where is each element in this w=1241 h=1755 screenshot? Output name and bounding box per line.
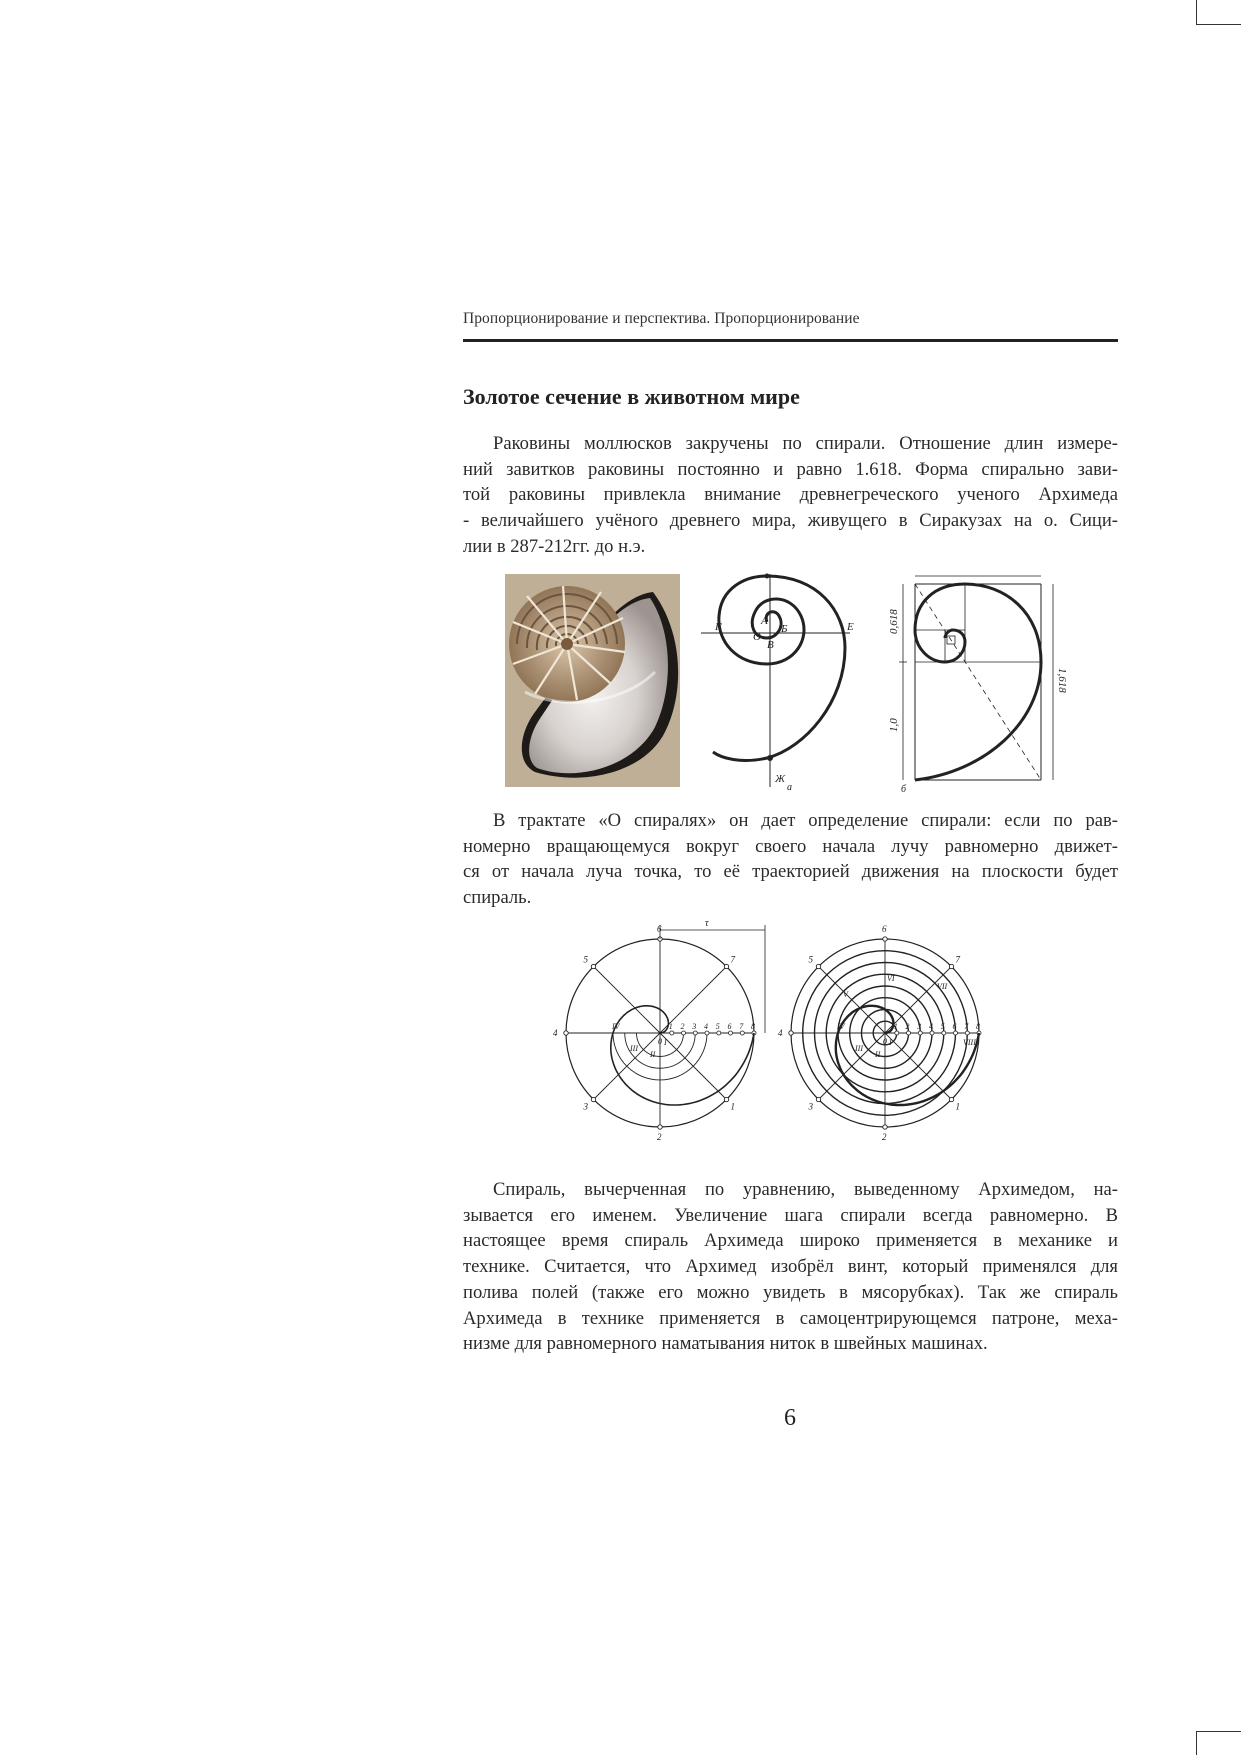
- fig2-left-outer-point: [724, 1097, 728, 1101]
- fig2-left-division-point: [693, 1031, 697, 1035]
- archimedes-spiral-figure: [555, 915, 995, 1145]
- fig2-right-outer-label: 5: [808, 954, 813, 965]
- fig2-left-division-point: [717, 1031, 721, 1035]
- point-label-zh: Ж: [775, 773, 786, 785]
- crop-mark-bottom-right-h: [1196, 1731, 1241, 1732]
- fig2-right-roman-label: VII: [937, 982, 948, 991]
- fig2-left-roman-label: IV: [612, 1022, 620, 1031]
- fig2-right-roman-label: VI: [887, 974, 895, 983]
- section-title: Золотое сечение в животном мире: [463, 384, 800, 409]
- nautilus-shell-photo: [505, 574, 680, 787]
- fig2-right-roman-label: VIII: [963, 1038, 976, 1047]
- point-label-b: Б: [781, 623, 788, 635]
- fig2-left-division-label: 7: [739, 1022, 744, 1031]
- crop-mark-top-right-h: [1196, 24, 1241, 25]
- dim-label-10: 1,0: [888, 718, 900, 732]
- fig2-right-division-label: 4: [929, 1022, 933, 1031]
- fig2-left-outer-label: 3: [583, 1101, 588, 1112]
- paragraph-line: низме для равномерного наматывания ниток в швейных машинах.: [463, 1333, 988, 1355]
- paragraph-line: - величайшего учёного древнего мира, живущего в Сиракузах на о. Сици-: [463, 510, 1118, 532]
- paragraph-line: настоящее время спираль Архимеда широко применяется в механике и: [463, 1230, 1118, 1252]
- paragraph-line: зывается его именем. Увеличение шага спирали всегда равномерно. В: [463, 1204, 1118, 1226]
- fig2-left-radius-line: [594, 1033, 661, 1100]
- paragraph-line: полива полей (также его можно увидеть в мясорубках). Так же спираль: [463, 1281, 1118, 1303]
- paragraph-line: В трактате «О спиралях» он дает определение спирали: если по рав-: [493, 810, 1118, 831]
- fig2-right-outer-point: [949, 964, 953, 968]
- fig2-right-division-label: 1: [893, 1022, 898, 1031]
- fig2-step-label: τ: [705, 918, 709, 929]
- paragraph-line: номерно вращающемуся вокруг своего начала лучу равномерно движет-: [463, 835, 1118, 857]
- fig2-right-outer-label: 3: [808, 1101, 813, 1112]
- fig2-right-division-point: [942, 1031, 946, 1035]
- dim-label-0618: 0,618: [888, 609, 900, 634]
- paragraph-line: технике. Считается, что Архимед изобрёл винт, который применялся для: [463, 1256, 1118, 1278]
- fig2-left-outer-label: 1: [730, 1101, 735, 1112]
- fig2-right-division-point: [954, 1031, 958, 1035]
- fig2-right-roman-label: V: [843, 990, 848, 999]
- fig2-right-outer-point: [816, 964, 820, 968]
- fig2-right-division-label: 5: [940, 1022, 945, 1031]
- fig2-right-outer-point: [883, 1125, 887, 1129]
- fig2-left-origin-label: 0: [658, 1037, 662, 1046]
- paragraph-3: [463, 1177, 1118, 1357]
- caption-a: а: [787, 782, 792, 793]
- marker-top: [765, 574, 769, 578]
- fig2-left-division-point: [670, 1031, 674, 1035]
- fig2-left-outer-label: 4: [553, 1028, 558, 1038]
- paragraph-line: ний завитков раковины постоянно и равно 1.618. Форма спирально зави-: [463, 458, 1118, 480]
- marker-zh: [768, 756, 773, 761]
- fig2-left-roman-label: III: [630, 1044, 638, 1053]
- fig2-right-division-point: [895, 1031, 899, 1035]
- fig2-left-outer-point: [724, 964, 728, 968]
- paragraph-line: той раковины привлекла внимание древнегреческого ученого Архимеда: [463, 484, 1118, 506]
- paragraph-2: [463, 808, 1118, 911]
- caption-b: б: [901, 784, 907, 795]
- fig2-right-outer-label: 7: [955, 954, 960, 965]
- fig2-right-division-point: [930, 1031, 934, 1035]
- fig2-right-division-point: [965, 1031, 969, 1035]
- fig2-left-roman-label: II: [650, 1050, 656, 1059]
- fig2-left-outer-point: [591, 964, 595, 968]
- fig2-right-roman-label: II: [875, 1050, 881, 1059]
- fig2-left-division-point: [705, 1031, 709, 1035]
- fig2-right-outer-label: 4: [778, 1028, 783, 1038]
- fig2-left-division-label: 3: [692, 1022, 697, 1031]
- fig2-right-roman-label: III: [855, 1044, 863, 1053]
- fig2-right-outer-point: [883, 937, 887, 941]
- running-header: Пропорционирование и перспектива. Пропорционирование: [463, 310, 860, 327]
- fig2-left-division-label: 8: [751, 1022, 755, 1031]
- fig2-right-outer-label: 1: [955, 1101, 960, 1112]
- fig2-right-outer-point: [789, 1031, 793, 1035]
- paragraph-line: Архимеда в технике применяется в самоцентрирующемся патроне, меха-: [463, 1307, 1118, 1329]
- paragraph-line: спираль.: [463, 887, 532, 909]
- point-label-g: Г: [715, 621, 722, 633]
- fig2-right-division-point: [918, 1031, 922, 1035]
- fig2-right-division-label: 7: [964, 1022, 969, 1031]
- golden-spiral-figure: [505, 572, 1070, 794]
- fig2-left-division-label: 5: [715, 1022, 720, 1031]
- spiral-construction-a: [701, 574, 850, 787]
- fig2-left-division-point: [740, 1031, 744, 1035]
- fig2-left-outer-point: [564, 1031, 568, 1035]
- golden-rectangle-construction: [899, 576, 1053, 780]
- fig2-left-radius-line: [594, 967, 661, 1034]
- fig2-right-division-label: 6: [952, 1022, 957, 1031]
- paragraph-line: Спираль, вычерченная по уравнению, выведенному Архимедом, на-: [493, 1179, 1118, 1200]
- fig2-left-division-label: 6: [727, 1022, 732, 1031]
- point-label-a: А: [761, 615, 768, 627]
- fig2-right-division-point: [907, 1031, 911, 1035]
- fig2-left-radius-line: [660, 1033, 727, 1100]
- fig2-left-outer-label: 2: [657, 1132, 662, 1142]
- fig2-left-division-point: [729, 1031, 733, 1035]
- paragraph-line: лии в 287-212гг. до н.э.: [463, 535, 646, 557]
- fig2-left-outer-label: 7: [730, 954, 735, 965]
- paragraph-line: ся от начала луча точка, то её траекторией движения на плоскости будет: [463, 861, 1118, 883]
- fig2-left-roman-label: I: [664, 1038, 667, 1047]
- fig2-right-outer-label: 6: [882, 924, 887, 934]
- fig2-right-outer-point: [949, 1097, 953, 1101]
- point-label-o: О: [753, 631, 761, 643]
- fig2-right-roman-label: IV: [837, 1022, 845, 1031]
- fig2-right-outer-label: 2: [882, 1132, 887, 1142]
- fig2-left-division-point: [682, 1031, 686, 1035]
- dim-label-1618: 1,618: [1056, 668, 1068, 693]
- crop-mark-bottom-right-v: [1196, 1731, 1197, 1755]
- page-number: 6: [784, 1405, 796, 1431]
- fig2-left-division-label: 2: [680, 1022, 685, 1031]
- fig2-left-outer-label: 6: [657, 924, 662, 934]
- fig2-left-outer-point: [591, 1097, 595, 1101]
- header-rule: [463, 339, 1118, 342]
- fig2-left-division-label: 4: [704, 1022, 708, 1031]
- fig2-right-origin-label: 0: [883, 1037, 887, 1046]
- fig2-left-division-label: 1: [668, 1022, 673, 1031]
- fig2-right-division-label: 8: [976, 1022, 980, 1031]
- crop-mark-top-right-v: [1196, 0, 1197, 24]
- paragraph-1: [463, 431, 1118, 560]
- fig2-right-outer-point: [816, 1097, 820, 1101]
- fig2-right-roman-label: I: [889, 1038, 892, 1047]
- paragraph-line: Раковины моллюсков закручены по спирали. Отношение длин измере-: [493, 433, 1118, 454]
- fig2-right-division-label: 2: [905, 1022, 910, 1031]
- point-label-v: В: [767, 639, 774, 651]
- fig2-right-division-label: 3: [917, 1022, 922, 1031]
- point-label-e: Е: [847, 621, 854, 633]
- fig2-left-outer-label: 5: [583, 954, 588, 965]
- fig2-left-outer-point: [658, 1125, 662, 1129]
